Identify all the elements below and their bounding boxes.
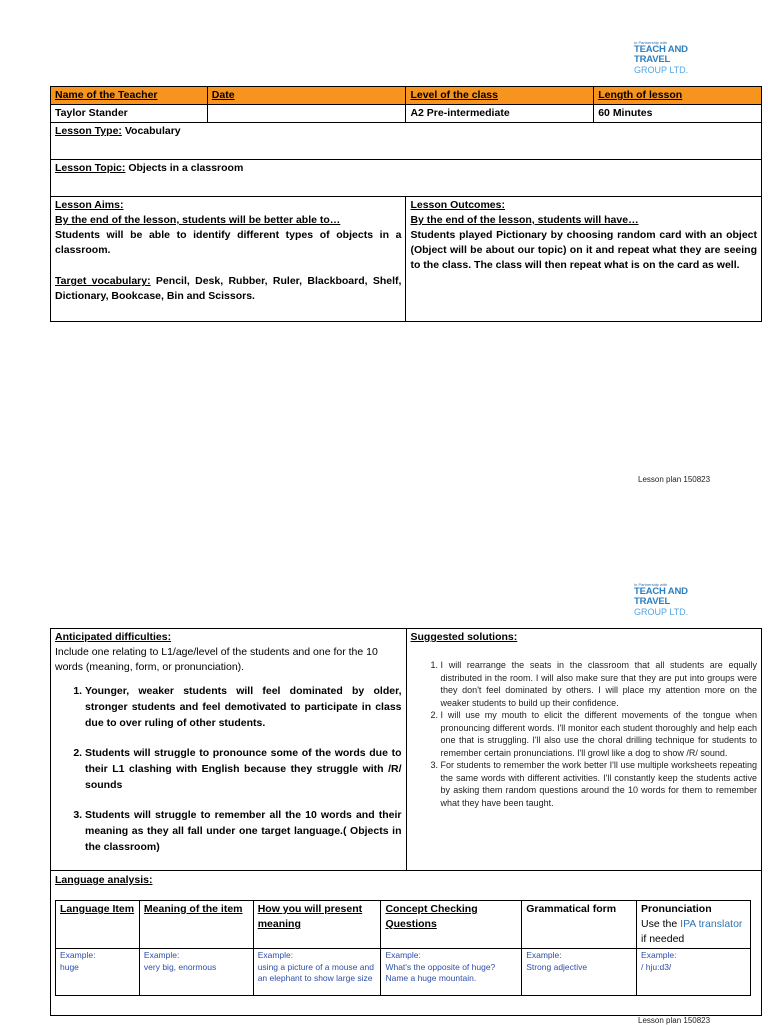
example-item-cell (56, 949, 140, 996)
aims-text: Students will be able to identify different types of objects in a classroom. (55, 229, 402, 256)
header-teacher: Name of the Teacher (51, 87, 208, 105)
length-value: 60 Minutes (594, 105, 762, 123)
aims-sub: By the end of the lesson, students will be better able to… (55, 214, 341, 226)
col-ccq: Concept Checking Questions (381, 901, 522, 949)
example-form-cell (522, 949, 637, 996)
example-label: Example: (641, 950, 677, 960)
level-value: A2 Pre-intermediate (406, 105, 594, 123)
pronunciation-title: Pronunciation (641, 903, 712, 915)
col-present-meaning: How you will present meaning (253, 901, 381, 949)
outcomes-sub: By the end of the lesson, students will have… (410, 214, 639, 226)
example-present-cell (253, 949, 381, 996)
col-pronunciation (637, 901, 751, 949)
col-meaning: Meaning of the item (139, 901, 253, 949)
lesson-topic-row (51, 160, 762, 197)
example-value: Strong adjective (526, 961, 588, 972)
ipa-translator-link[interactable]: IPA translator (680, 918, 743, 930)
logo-sub: GROUP LTD. (634, 65, 689, 75)
vocab-value: Pencil, Desk, Rubber, Ruler, Blackboard, Shelf, Dictionary, Bookcase, Bin and Scissors. (55, 275, 402, 302)
footer-page-1: Lesson plan 150823 (638, 475, 711, 484)
logo-name-2: TEACH AND TRAVEL (634, 586, 688, 607)
analysis-row (51, 871, 762, 1016)
lesson-outcomes-cell (406, 197, 762, 322)
teacher-name: Taylor Stander (51, 105, 208, 123)
col-language-item: Language Item (56, 901, 140, 949)
example-label: Example: (143, 950, 180, 960)
logo-sub-2: GROUP LTD. (634, 607, 689, 617)
solution-item: 1. I will rearrange the seats in the classroom that all students are equally distributed in the room. I will also make sure that they are put into groups were they don't feel dominated by others. I will place my attention more on the weaker students to build up their confidence. (441, 659, 758, 709)
solution-item: 2. I will use my mouth to elicit the different movements of the tongue when pronouncing different words. I'll monitor each student thoroughly and help each one that is struggling. I'll also use the choral drilling technique for students to remember certain pronunciations. I'll growl like a dog to show /R/ sound. (441, 709, 758, 759)
difficulties-row (51, 629, 762, 871)
lesson-info-table (50, 86, 762, 322)
date-value (207, 105, 406, 123)
example-value: huge (60, 961, 79, 972)
lesson-topic-value: Objects in a classroom (125, 162, 244, 174)
difficulty-item: 3. Students will struggle to remember all the 10 words and their meaning as they all fall under one target language.( Objects in the classroom) (85, 807, 402, 855)
lesson-aims-cell (51, 197, 406, 322)
example-label: Example: (257, 950, 294, 960)
analysis-table (55, 900, 751, 996)
solution-item: 3. For students to remember the work better I'll use multiple worksheets repeating the same words with different activities. I'll constantly keep the students active by asking them random questions around the 10 words for them to remember what they have been taught. (441, 759, 758, 809)
example-meaning-cell (139, 949, 253, 996)
solutions-title: Suggested solutions: (410, 631, 518, 643)
lesson-type-value: Vocabulary (121, 125, 181, 137)
difficulties-list (55, 683, 402, 855)
vocab-label: Target vocabulary: (55, 275, 151, 287)
lesson-topic-label: Lesson Topic: (55, 162, 126, 174)
col-grammatical-form: Grammatical form (522, 901, 637, 949)
logo-tagline: In Partnership with (634, 40, 668, 45)
partner-logo (634, 40, 724, 75)
example-value: using a picture of a mouse and an elephant to show large size (257, 961, 374, 983)
example-label: Example: (60, 950, 96, 960)
lesson-type-row (51, 123, 762, 160)
outcomes-text: Students played Pictionary by choosing random card with an object (Object will be about our topic) on it and repeat what they are seeing to the class. The class will then repeat what is on the card as well. (410, 229, 757, 271)
example-label: Example: (385, 950, 421, 960)
footer-page-2: Lesson plan 150823 (638, 1016, 711, 1025)
info-row (51, 105, 762, 123)
header-date: Date (207, 87, 406, 105)
header-level: Level of the class (406, 87, 594, 105)
example-label: Example: (526, 950, 562, 960)
header-length: Length of lesson (594, 87, 762, 105)
solutions-cell (406, 629, 762, 871)
example-value: / hju:d3/ (641, 961, 672, 972)
difficulty-item: 1. Younger, weaker students will feel dominated by older, stronger students and feel demotivated to participate in class due to over ruling of other students. (85, 683, 402, 731)
logo-name: TEACH AND TRAVEL (634, 44, 688, 65)
analysis-header-row (56, 901, 751, 949)
difficulties-intro: Include one relating to L1/age/level of the students and one for the 10 words (meaning, form, or pronunciation). (55, 646, 378, 673)
example-value: very big, enormous (143, 961, 217, 972)
lesson-type-label: Lesson Type: (55, 125, 122, 137)
difficulty-item: 2. Students will struggle to pronounce some of the words due to their L1 clashing with English because they struggle with /R/ sounds (85, 745, 402, 793)
language-analysis-cell (51, 871, 762, 1016)
difficulties-title: Anticipated difficulties: (55, 631, 172, 643)
pron-note-pre: Use the (641, 918, 681, 930)
example-ccq-cell (381, 949, 522, 996)
aims-outcomes-row (51, 197, 762, 322)
analysis-example-row (56, 949, 751, 996)
example-value: What's the opposite of huge? Name a huge mountain. (385, 961, 496, 983)
difficulties-cell (51, 629, 407, 871)
aims-title: Lesson Aims: (55, 199, 124, 211)
example-pron-cell (637, 949, 751, 996)
outcomes-title: Lesson Outcomes: (410, 199, 505, 211)
analysis-title: Language analysis: (55, 874, 153, 886)
pron-note-post: if needed (641, 933, 685, 945)
partner-logo-2 (634, 582, 724, 617)
solutions-list (411, 659, 758, 809)
difficulties-table (50, 628, 762, 1016)
logo-tagline-2: In Partnership with (634, 582, 668, 587)
header-row (51, 87, 762, 105)
